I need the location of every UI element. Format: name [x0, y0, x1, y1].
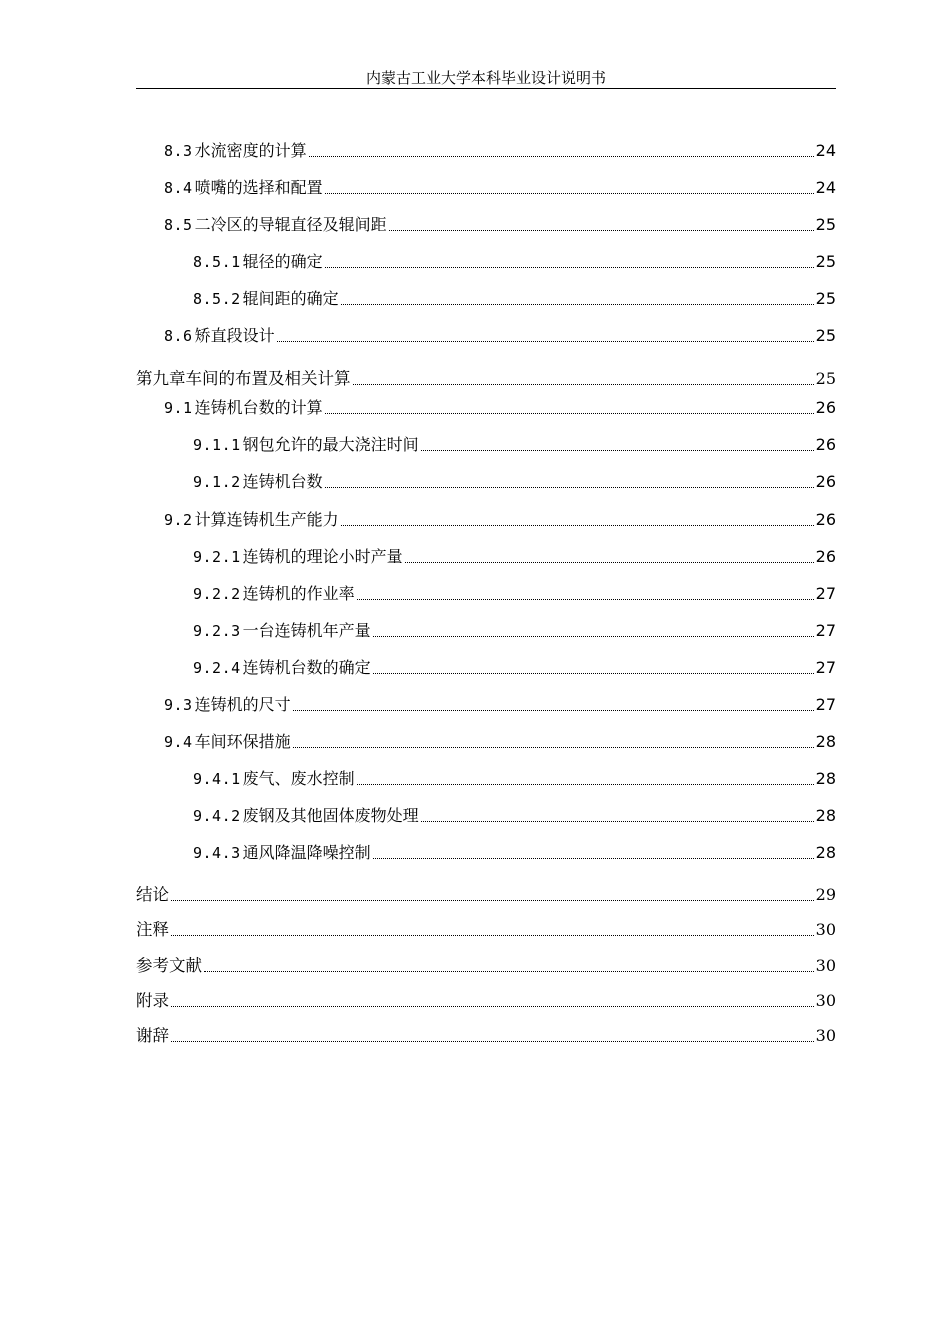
toc-entry-title: 计算连铸机生产能力 — [194, 510, 339, 529]
toc-entry-title: 二冷区的导辊直径及辊间距 — [194, 215, 387, 234]
toc-entry-number: 8.4 — [164, 179, 193, 197]
dot-leader — [171, 1006, 814, 1007]
toc-entry[interactable] — [193, 432, 836, 456]
dot-leader — [171, 1041, 814, 1042]
toc-entry-title: 连铸机台数 — [242, 472, 323, 491]
dot-leader — [421, 450, 814, 451]
toc-entry-page: 25 — [815, 289, 836, 308]
dot-leader — [341, 525, 814, 526]
toc-entry-title: 附录 — [136, 991, 169, 1010]
page-header-title: 内蒙古工业大学本科毕业设计说明书 — [365, 69, 606, 87]
toc-entry-page: 26 — [815, 547, 836, 566]
toc-entry-title: 谢辞 — [136, 1026, 169, 1045]
toc-entry-page: 28 — [815, 843, 836, 862]
toc-entry[interactable] — [193, 840, 836, 864]
toc-entry[interactable] — [164, 395, 836, 419]
dot-leader — [373, 636, 814, 637]
toc-entry-page: 28 — [815, 732, 836, 751]
toc-entry-page: 30 — [815, 1026, 836, 1045]
toc-entry-number: 9.4 — [164, 733, 193, 751]
toc-entry-number: 9.4.1 — [193, 770, 241, 788]
toc-entry-page: 27 — [815, 584, 836, 603]
toc-entry-page: 26 — [815, 435, 836, 454]
toc-entry[interactable] — [193, 581, 836, 605]
dot-leader — [171, 900, 814, 901]
toc-entry[interactable] — [164, 692, 836, 716]
toc-chapter-entry[interactable] — [136, 988, 836, 1012]
toc-entry-number: 8.5 — [164, 216, 193, 234]
toc-entry[interactable] — [193, 618, 836, 642]
toc-entry-page: 25 — [815, 326, 836, 345]
toc-entry-number: 9.2.2 — [193, 585, 241, 603]
dot-leader — [325, 267, 814, 268]
toc-entry[interactable] — [193, 766, 836, 790]
toc-entry-title: 一台连铸机年产量 — [242, 621, 371, 640]
dot-leader — [204, 971, 814, 972]
toc-entry-number: 9.1.1 — [193, 436, 241, 454]
toc-entry-title: 通风降温降噪控制 — [242, 843, 371, 862]
toc-entry-page: 24 — [815, 178, 836, 197]
toc-entry-title: 连铸机台数的确定 — [242, 658, 371, 677]
toc-entry-title: 注释 — [136, 920, 169, 939]
toc-entry-page: 27 — [815, 695, 836, 714]
toc-entry-title: 连铸机的理论小时产量 — [242, 547, 403, 566]
toc-entry-number: 9.3 — [164, 696, 193, 714]
dot-leader — [277, 341, 814, 342]
toc-chapter-entry[interactable] — [136, 1023, 836, 1047]
toc-entry-title: 喷嘴的选择和配置 — [194, 178, 323, 197]
toc-entry-title: 车间环保措施 — [194, 732, 291, 751]
toc-entry-title: 钢包允许的最大浇注时间 — [242, 435, 419, 454]
toc-entry[interactable] — [164, 507, 836, 531]
toc-entry-title: 连铸机的尺寸 — [194, 695, 291, 714]
toc-entry[interactable] — [193, 469, 836, 493]
dot-leader — [293, 710, 814, 711]
toc-entry-page: 27 — [815, 658, 836, 677]
toc-entry[interactable] — [193, 249, 836, 273]
toc-chapter-entry[interactable] — [136, 882, 836, 906]
toc-entry[interactable] — [193, 803, 836, 827]
toc-entry-title: 水流密度的计算 — [194, 141, 307, 160]
dot-leader — [325, 487, 814, 488]
toc-entry-page: 27 — [815, 621, 836, 640]
toc-entry-page: 25 — [815, 369, 836, 388]
dot-leader — [341, 304, 814, 305]
toc-entry-number: 9.2.1 — [193, 548, 241, 566]
toc-entry-title: 参考文献 — [136, 956, 202, 975]
toc-entry-title: 连铸机的作业率 — [242, 584, 355, 603]
toc-entry-title: 结论 — [136, 885, 169, 904]
dot-leader — [325, 193, 814, 194]
dot-leader — [293, 747, 814, 748]
toc-entry-number: 8.6 — [164, 327, 193, 345]
dot-leader — [353, 384, 814, 385]
toc-entry-number: 8.3 — [164, 142, 193, 160]
toc-entry[interactable] — [193, 655, 836, 679]
toc-entry-number: 9.1.2 — [193, 473, 241, 491]
toc-entry-page: 26 — [815, 398, 836, 417]
dot-leader — [357, 599, 814, 600]
toc-entry-page: 28 — [815, 806, 836, 825]
toc-entry[interactable] — [164, 175, 836, 199]
toc-entry-title: 辊径的确定 — [242, 252, 323, 271]
toc-entry-page: 25 — [815, 252, 836, 271]
toc-entry-page: 30 — [815, 920, 836, 939]
dot-leader — [373, 858, 814, 859]
toc-entry[interactable] — [164, 323, 836, 347]
toc-entry[interactable] — [164, 729, 836, 753]
toc-entry-number: 9.4.2 — [193, 807, 241, 825]
dot-leader — [405, 562, 814, 563]
toc-entry-title: 连铸机台数的计算 — [194, 398, 323, 417]
toc-entry-page: 28 — [815, 769, 836, 788]
dot-leader — [373, 673, 814, 674]
toc-entry-page: 26 — [815, 472, 836, 491]
toc-entry-page: 30 — [815, 991, 836, 1010]
dot-leader — [357, 784, 814, 785]
toc-entry[interactable] — [164, 138, 836, 162]
toc-chapter-entry[interactable] — [136, 366, 836, 390]
toc-entry-page: 29 — [815, 885, 836, 904]
dot-leader — [421, 821, 814, 822]
toc-entry[interactable] — [193, 286, 836, 310]
toc-entry-number: 9.2.4 — [193, 659, 241, 677]
toc-entry-title: 辊间距的确定 — [242, 289, 339, 308]
toc-entry-number: 8.5.2 — [193, 290, 241, 308]
dot-leader — [309, 156, 814, 157]
toc-entry-title: 第九章车间的布置及相关计算 — [136, 369, 351, 388]
toc-entry-title: 矫直段设计 — [194, 326, 275, 345]
toc-entry-number: 9.1 — [164, 399, 193, 417]
toc-entry-number: 9.2 — [164, 511, 193, 529]
toc-entry-title: 废气、废水控制 — [242, 769, 355, 788]
toc-entry-page: 25 — [815, 215, 836, 234]
dot-leader — [325, 413, 814, 414]
toc-entry-title: 废钢及其他固体废物处理 — [242, 806, 419, 825]
toc-entry-page: 26 — [815, 510, 836, 529]
toc-chapter-entry[interactable] — [136, 953, 836, 977]
toc-entry-number: 8.5.1 — [193, 253, 241, 271]
dot-leader — [171, 935, 814, 936]
toc-entry-page: 30 — [815, 956, 836, 975]
toc-entry-page: 24 — [815, 141, 836, 160]
toc-entry[interactable] — [164, 212, 836, 236]
toc-entry-number: 9.4.3 — [193, 844, 241, 862]
toc-entry[interactable] — [193, 544, 836, 568]
toc-entry-number: 9.2.3 — [193, 622, 241, 640]
toc-chapter-entry[interactable] — [136, 917, 836, 941]
dot-leader — [389, 230, 814, 231]
